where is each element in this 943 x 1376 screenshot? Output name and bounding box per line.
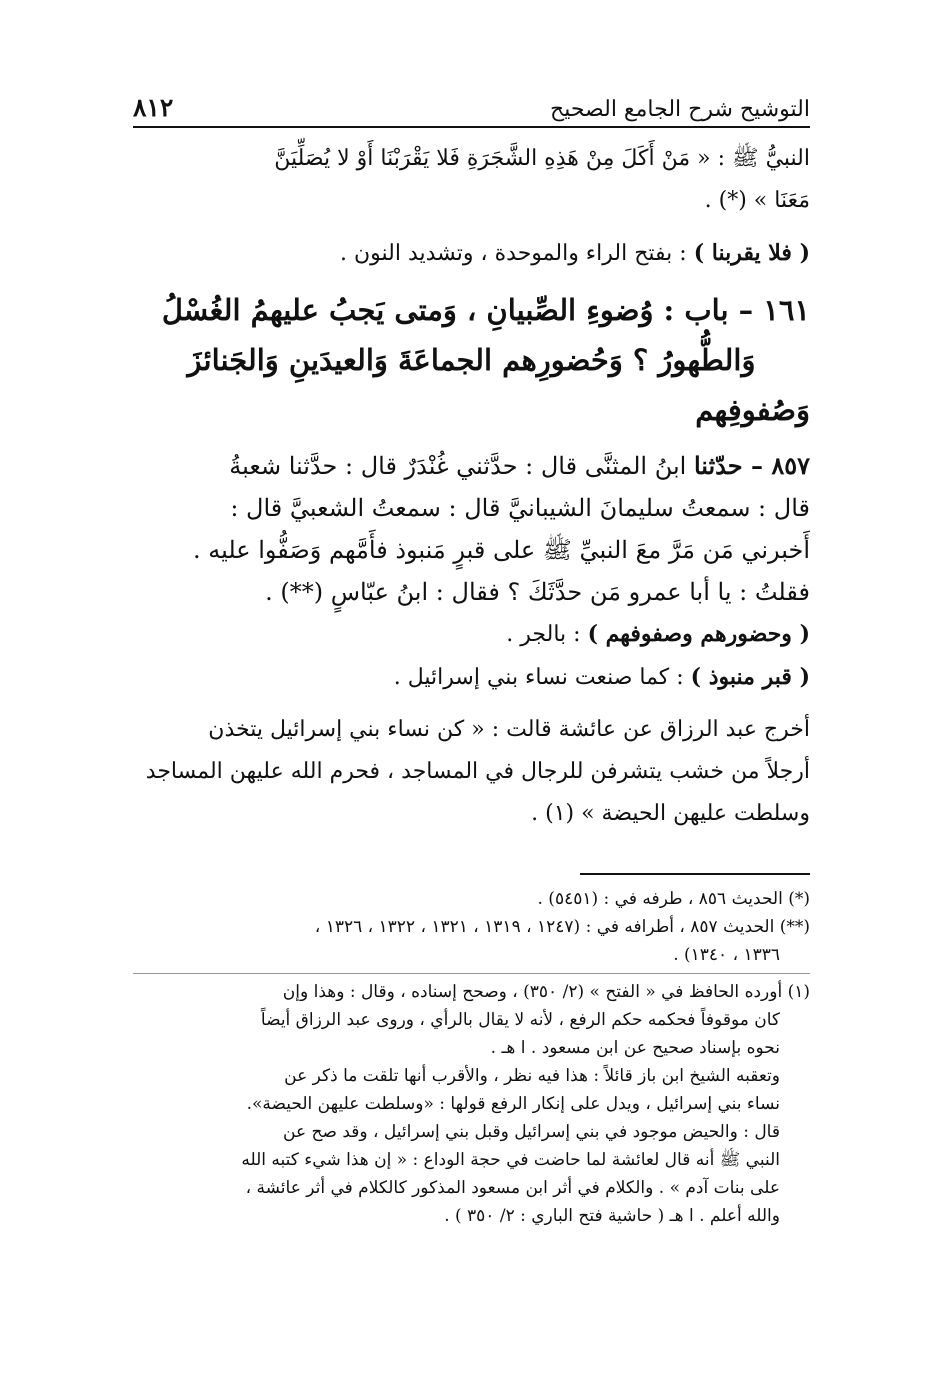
footnote: على بنات آدم » . والكلام في أثر ابن مسعود المذكور كالكلام في أثر عائشة ، — [245, 1178, 780, 1198]
footnote: ١٣٣٦ ، ١٣٤٠) . — [673, 945, 780, 965]
gloss-text: : كما صنعت نساء بني إسرائيل . — [393, 665, 691, 690]
footnote: وتعقبه الشيخ ابن باز قائلاً : هذا فيه نظر ، والأقرب أنها تلقت ما ذكر عن — [284, 1066, 780, 1086]
main-text — [133, 138, 810, 835]
chapter-heading: ١٦١ – باب : وُضوءِ الصِّبيانِ ، وَمتى يَجبُ عليهمُ الغُسْلُ — [161, 293, 810, 327]
gloss-line — [133, 656, 810, 699]
footnotes — [133, 885, 810, 1230]
footnote: نحوه بإسناد صحيح عن ابن مسعود . ا هـ . — [490, 1038, 780, 1058]
footnote: نساء بني إسرائيل ، ويدل على إنكار الرفع قولها : «وسلطت عليهن الحيضة». — [246, 1094, 780, 1114]
footnote: والله أعلم . ا هـ ( حاشية فتح الباري : ٢/ ٣٥٠ ) . — [444, 1206, 780, 1226]
page-header — [133, 82, 810, 128]
footnote: قال : والحيض موجود في بني إسرائيل وقبل بني إسرائيل ، وقد صح عن — [283, 1122, 780, 1142]
gloss-text: : بفتح الراء والموحدة ، وتشديد النون . — [339, 241, 694, 266]
hadith-line: فقلتُ : يا أبا عمرو مَن حدَّثَكَ ؟ فقال : ابنُ عبّاسٍ (**) . — [265, 578, 810, 606]
footnote: (*) الحديث ٨٥٦ ، طرفه في : (٥٤٥١) . — [537, 889, 810, 909]
text-line: وسلطت عليهن الحيضة » (١) . — [531, 801, 810, 826]
gloss-text: : بالجر . — [506, 622, 588, 647]
gloss-term: ( وحضورهم وصفوفهم ) — [587, 621, 810, 647]
book-title: التوشيح شرح الجامع الصحيح — [550, 97, 810, 122]
page-number: ٨١٢ — [133, 93, 174, 122]
gloss-term: ( فلا يقربنا ) — [693, 240, 810, 266]
chapter-heading: وَالطُّهورُ ؟ وَحُضورِهم الجماعَةَ وَالعيدَينِ وَالجَنائزَ وَصُفوفِهم — [187, 343, 810, 427]
text-line: مَعَنَا » (*) . — [704, 188, 810, 213]
footnote: كان موقوفاً فحكمه حكم الرفع ، لأنه لا يقال بالرأي ، وروى عبد الرزاق أيضاً — [260, 1010, 780, 1030]
footnote: (**) الحديث ٨٥٧ ، أطرافه في : (١٢٤٧ ، ١٣١٩ ، ١٣٢١ ، ١٣٢٢ ، ١٣٢٦ ، — [314, 917, 810, 937]
text-line: النبيُّ ﷺ : « مَنْ أَكَلَ مِنْ هَذِهِ الشَّجَرَةِ فَلا يَقْرَبْنَا أَوْ لا يُصَلِّيَنَّ — [274, 146, 810, 171]
footnote-divider — [133, 973, 810, 974]
hadith-line — [133, 445, 810, 487]
gloss-line — [133, 613, 810, 656]
hadith-text: ابنُ المثنَّى قال : حدَّثني غُنْدَرٌ قال : حدَّثنا شعبةُ — [229, 452, 694, 480]
hadith-number: ٨٥٧ – حدّثنا — [693, 451, 810, 480]
footnote: (١) أورده الحافظ في « الفتح » (٢/ ٣٥٠) ، وصحح إسناده ، وقال : وهذا وإن — [282, 982, 810, 1002]
gloss-term: ( قبر منبوذ ) — [690, 664, 810, 690]
text-line: أخرج عبد الرزاق عن عائشة قالت : « كن نساء بني إسرائيل يتخذن — [208, 717, 810, 742]
footnote: النبي ﷺ أنه قال لعائشة لما حاضت في حجة الوداع : « إن هذا شيء كتبه الله — [241, 1150, 780, 1170]
hadith-line: أَخبرني مَن مَرَّ معَ النبيِّ ﷺ على قبرٍ مَنبوذ فأَمَّهم وَصَفُّوا عليه . — [192, 536, 810, 564]
footnote-separator — [580, 873, 810, 875]
text-line: أرجلاً من خشب يتشرفن للرجال في المساجد ، فحرم الله عليهن المساجد — [145, 759, 810, 784]
hadith-line: قال : سمعتُ سليمانَ الشيبانيَّ قال : سمعتُ الشعبيَّ قال : — [230, 494, 810, 522]
gloss-line — [133, 232, 810, 275]
